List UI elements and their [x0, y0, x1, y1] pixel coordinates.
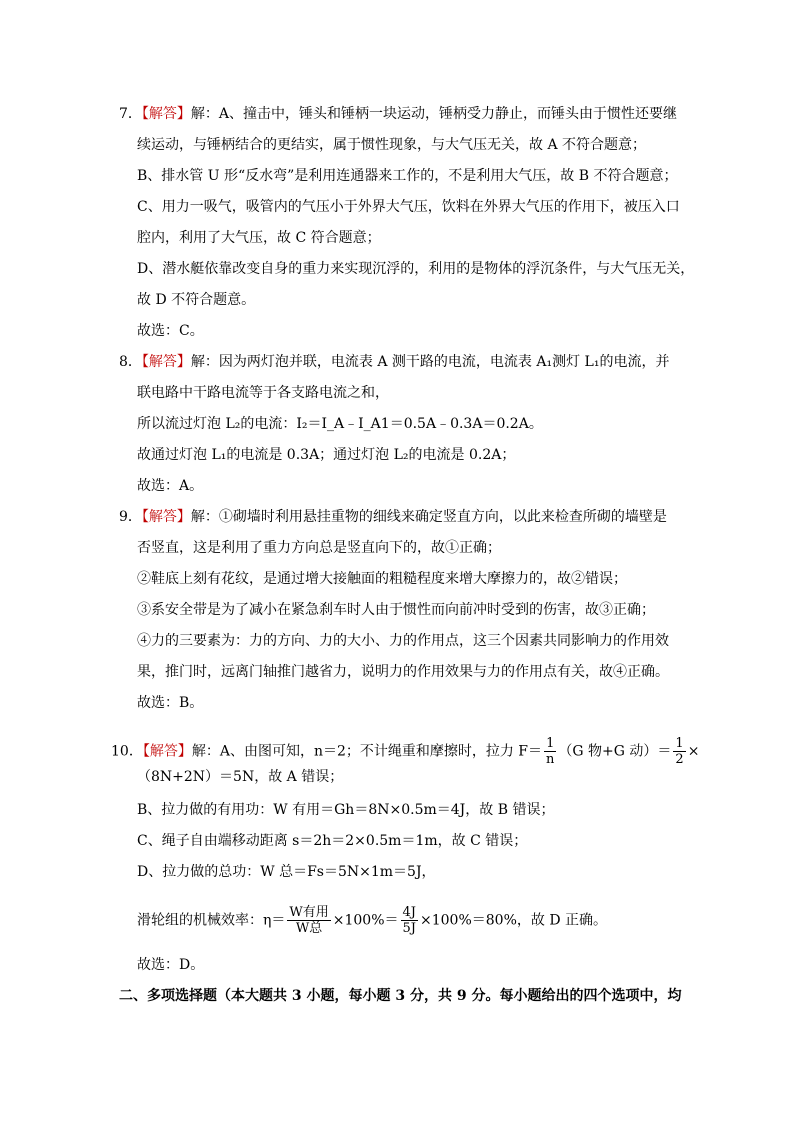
q10-text-6c: ×100%＝80%，故 D 正确。	[420, 912, 608, 929]
q10-text-1b: （G 物+G 动）＝	[558, 743, 672, 760]
q10-fraction-2-denominator: 2	[675, 752, 684, 767]
q10-fraction-4-denominator: 5J	[402, 921, 417, 936]
q10-line-6	[137, 905, 607, 936]
section-2-heading: 二、多项选择题（本大题共 3 小题，每小题 3 分，共 9 分。每小题给出的四个选项中，均	[119, 988, 682, 1004]
q10-text-6a: 滑轮组的机械效率：η＝	[137, 912, 286, 929]
q7-line-2: 续运动，与锤柄结合的更结实，属于惯性现象，与大气压无关，故 A 不符合题意；	[137, 137, 647, 153]
q7-line-3: B、排水管 U 形“反水弯”是利用连通器来工作的，不是利用大气压，故 B 不符合题意；	[137, 168, 678, 184]
q9-line-4: ③系安全带是为了减小在紧急刹车时人由于惯性而向前冲时受到的伤害，故③正确；	[137, 602, 655, 618]
q7-answer: 故选：C。	[137, 323, 204, 339]
q8-line-1	[119, 352, 669, 372]
q7-line-6: D、潜水艇依靠改变自身的重力来实现沉浮的，利用的是物体的浮沉条件，与大气压无关，	[137, 261, 695, 277]
q10-fraction-1-denominator: n	[546, 752, 555, 767]
q9-line-5: ④力的三要素为：力的方向、力的大小、力的作用点，这三个因素共同影响力的作用效	[137, 633, 669, 649]
q8-number: 8．	[119, 354, 142, 370]
q7-line-4: C、用力一吸气，吸管内的气压小于外界大气压，饮料在外界大气压的作用下，被压入口	[137, 199, 680, 215]
q10-fraction-4-numerator: 4J	[402, 905, 417, 920]
q10-line-4: C、绳子自由端移动距离 s＝2h＝2×0.5m＝1m，故 C 错误；	[137, 833, 528, 849]
q10-line-2: （8N+2N）＝5N，故 A 错误；	[137, 769, 344, 785]
q10-text-1c: ×	[687, 743, 700, 760]
q9-line-2: 否竖直，这是利用了重力方向总是竖直向下的，故①正确；	[137, 540, 501, 556]
q9-answer-tag: 【解答】	[141, 509, 191, 525]
q8-line-3: 所以流过灯泡 L₂的电流：I₂＝I_A﹣I_A1＝0.5A﹣0.3A＝0.2A。	[137, 416, 543, 432]
q10-fraction-1-numerator: 1	[544, 736, 556, 752]
q8-line-2: 联电路中干路电流等于各支路电流之和，	[137, 385, 389, 401]
q8-line-4: 故通过灯泡 L₁的电流是 0.3A；通过灯泡 L₂的电流是 0.2A；	[137, 447, 516, 463]
q10-line-1	[111, 736, 699, 767]
q7-line-1	[119, 104, 677, 124]
q9-line-1	[119, 507, 667, 527]
q9-text-1: 解：①砌墙时利用悬挂重物的细线来确定竖直方向，以此来检查所砌的墙壁是	[190, 509, 667, 525]
q7-line-5: 腔内，利用了大气压，故 C 符合题意；	[137, 230, 381, 246]
q7-answer-tag: 【解答】	[141, 106, 191, 122]
q10-line-5: D、拉力做的总功：W 总＝Fs＝5N×1m＝5J，	[137, 864, 436, 880]
q10-fraction-3-denominator: W总	[295, 921, 323, 936]
q10-line-3: B、拉力做的有用功：W 有用＝Gh＝8N×0.5m＝4J，故 B 错误；	[137, 802, 555, 818]
q10-fraction-3	[287, 905, 330, 936]
q9-answer: 故选：B。	[137, 695, 204, 711]
q10-fraction-4	[401, 905, 418, 936]
q10-fraction-3-numerator: W有用	[289, 905, 329, 920]
q7-line-7: 故 D 不符合题意。	[137, 292, 256, 308]
q9-line-6: 果，推门时，远离门轴推门越省力，说明力的作用效果与力的作用点有关，故④正确。	[137, 664, 669, 680]
q10-number: 10．	[111, 743, 143, 760]
q10-text-6b: ×100%＝	[332, 912, 399, 929]
q7-text-1: 解：A、撞击中，锤头和锤柄一块运动，锤柄受力静止，而锤头由于惯性还要继	[190, 106, 678, 122]
q10-answer-tag: 【解答】	[142, 743, 192, 760]
q10-fraction-2	[673, 736, 685, 767]
q8-answer-tag: 【解答】	[141, 354, 191, 370]
q10-answer: 故选：D。	[137, 957, 205, 973]
q8-text-1: 解：因为两灯泡并联，电流表 A 测干路的电流，电流表 A₁测灯 L₁的电流，并	[190, 354, 670, 370]
q9-line-3: ②鞋底上刻有花纹，是通过增大接触面的粗糙程度来增大摩擦力的，故②错误；	[137, 571, 627, 587]
q10-fraction-1	[544, 736, 556, 767]
q9-number: 9．	[119, 509, 142, 525]
q7-number: 7．	[119, 106, 142, 122]
q10-fraction-2-numerator: 1	[675, 736, 684, 751]
q10-text-1a: 解：A、由图可知，n＝2；不计绳重和摩擦时，拉力 F＝	[191, 743, 543, 760]
q8-answer: 故选：A。	[137, 478, 204, 494]
